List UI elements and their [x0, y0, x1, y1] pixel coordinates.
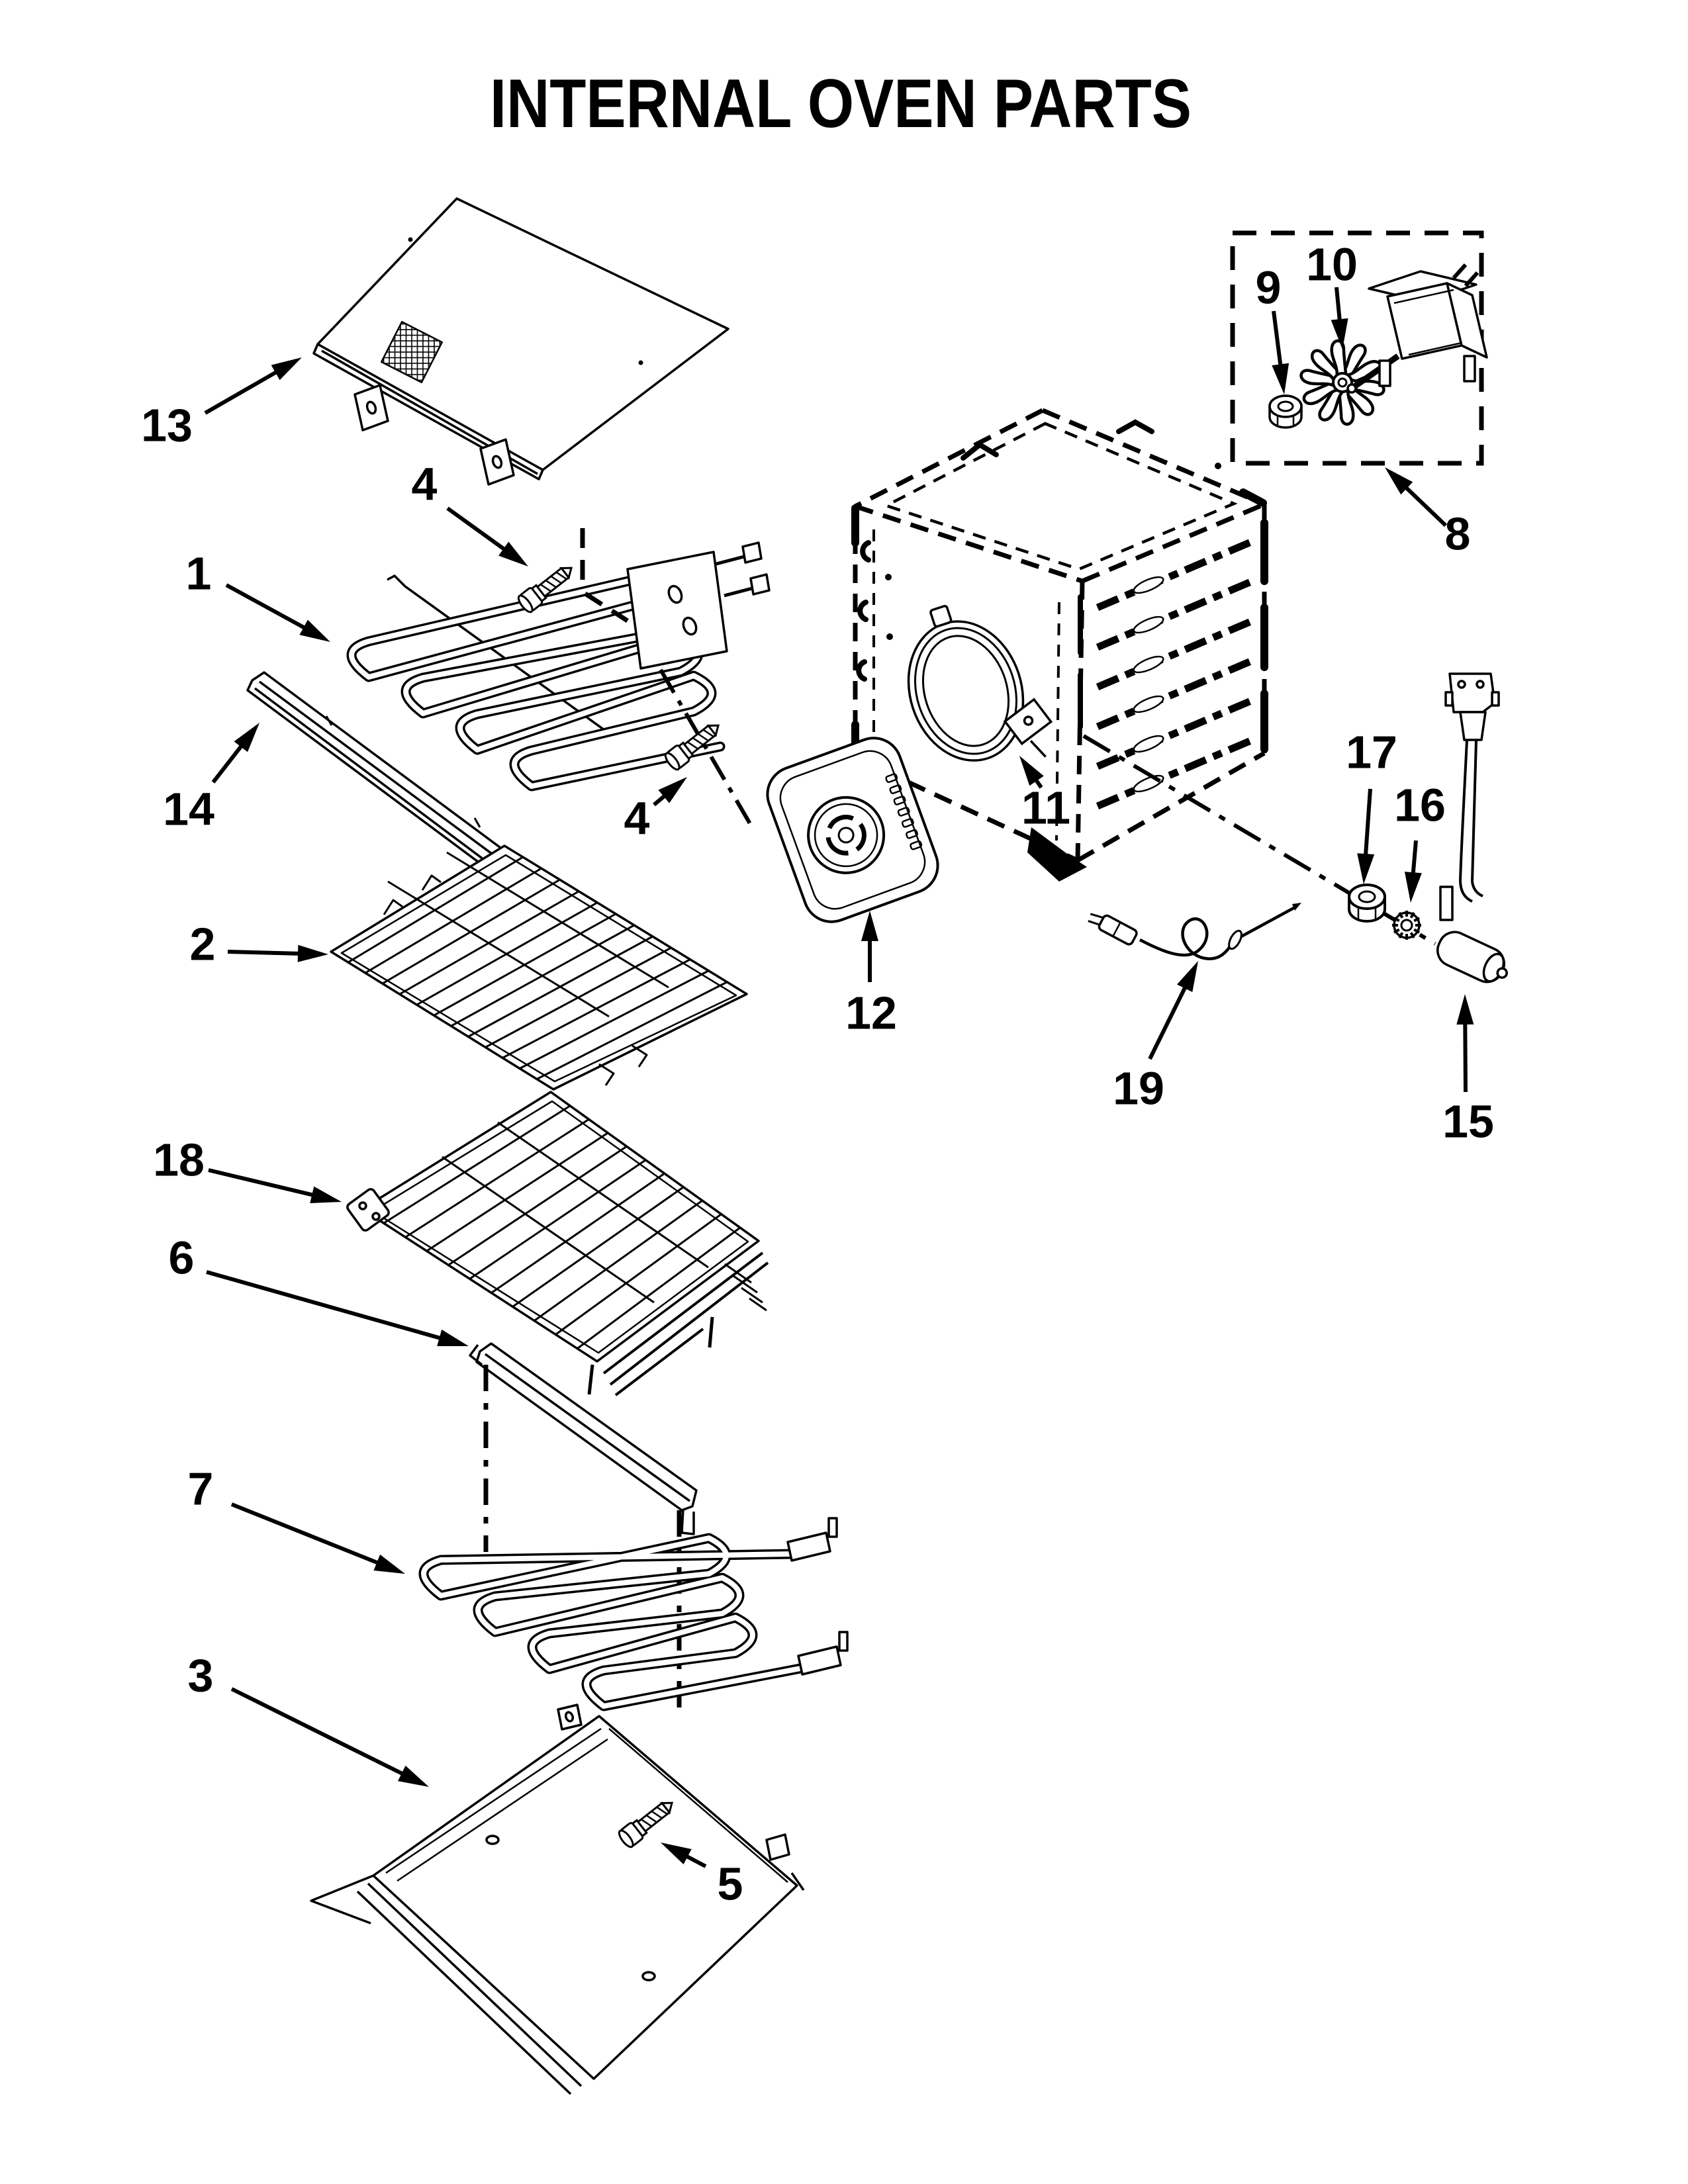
callout-label-fan-mount-ring: 11: [1021, 782, 1070, 834]
mounting-tab: [558, 1705, 581, 1729]
page-title: INTERNAL OVEN PARTS: [490, 66, 1192, 142]
callout-arrow-oven-rack: [228, 952, 302, 954]
callout-label-meat-probe: 19: [1113, 1062, 1164, 1115]
callout-label-convection-fan-cover: 12: [845, 987, 897, 1039]
callout-label-broil-element-screw-top: 4: [411, 458, 438, 510]
callout-label-sensor-hex-nut: 17: [1346, 726, 1397, 778]
callout-label-roll-out-rack: 18: [153, 1134, 205, 1186]
callout-label-bottom-panel-screw: 5: [717, 1858, 743, 1910]
callout-arrow-oven-temperature-sensor: [1465, 1021, 1466, 1092]
callout-label-oven-temperature-sensor: 15: [1442, 1095, 1494, 1148]
fan-motor-nut: [1270, 396, 1301, 428]
callout-label-top-heat-shield-panel: 13: [141, 399, 193, 451]
callout-label-lock-washer: 16: [1394, 779, 1446, 831]
callout-label-bottom-panel: 3: [187, 1649, 214, 1702]
callout-label-front-trim-strip: 14: [163, 783, 214, 835]
callout-label-convection-motor-kit: 8: [1444, 508, 1471, 560]
sensor-hex-nut: [1349, 885, 1385, 921]
callout-label-rack-guide-rail: 6: [168, 1232, 195, 1284]
callout-label-bake-element: 7: [187, 1463, 214, 1515]
callout-label-broil-element-screw-right: 4: [624, 792, 650, 844]
callout-label-broil-element: 1: [185, 547, 212, 600]
callout-label-fan-motor-nut: 9: [1255, 261, 1282, 314]
callout-label-oven-rack: 2: [189, 918, 216, 970]
callout-label-convection-fan-blade: 10: [1306, 238, 1358, 291]
